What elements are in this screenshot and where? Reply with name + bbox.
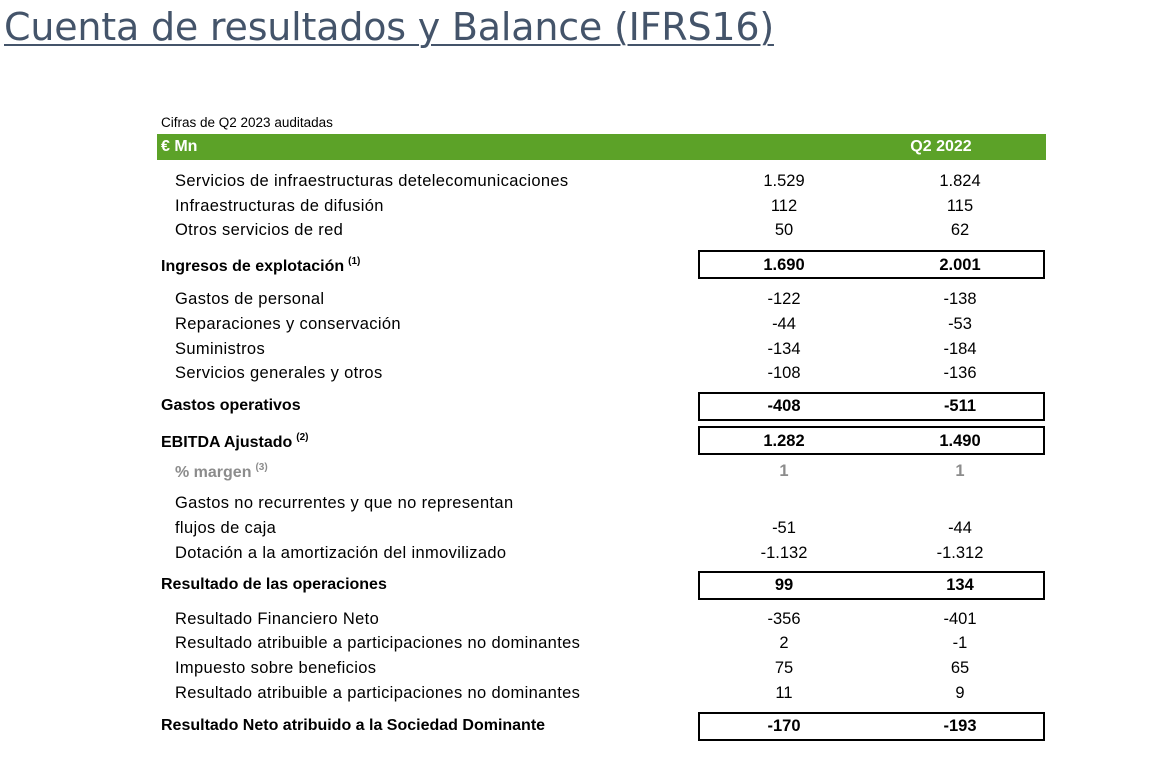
row-value-q2-2022: -356 <box>767 610 801 628</box>
row-label: Resultado de las operaciones <box>161 576 387 593</box>
table-row <box>157 657 1046 681</box>
row-value-q2-2022: 1 <box>779 462 789 480</box>
row-label: Resultado Neto atribuido a la Sociedad Dominante <box>161 717 546 734</box>
table-row-total <box>157 395 1046 419</box>
row-label <box>161 432 309 452</box>
row-value-q2-2022: 2 <box>779 634 789 652</box>
row-value-q2-2023: 1.490 <box>939 432 981 450</box>
row-label: Resultado Financiero Neto <box>175 610 380 628</box>
table-row-total <box>157 574 1046 598</box>
row-value-q2-2022: 99 <box>774 576 794 594</box>
row-label-text: % margen <box>175 464 252 481</box>
table-row <box>157 219 1046 243</box>
row-label: Resultado atribuible a participaciones no dominantes <box>175 684 581 702</box>
page-title: Cuenta de resultados y Balance (IFRS16) <box>4 5 774 49</box>
row-value-q2-2023: -1 <box>952 634 968 652</box>
row-value-q2-2023: 1.824 <box>939 172 981 190</box>
row-value-q2-2023: -511 <box>943 397 977 415</box>
table-row <box>157 288 1046 312</box>
footnote-marker: (3) <box>255 462 268 473</box>
table-row-margin <box>157 460 1046 484</box>
row-value-q2-2022: 1.529 <box>763 172 805 190</box>
audit-note: Cifras de Q2 2023 auditadas <box>161 115 333 130</box>
header-col-q2-2022: Q2 2022 <box>910 138 972 155</box>
row-value-q2-2023: 115 <box>946 197 974 215</box>
row-value-q2-2022: 75 <box>774 659 794 677</box>
row-label-text: Ingresos de explotación <box>161 258 345 275</box>
row-label: Dotación a la amortización del inmovilizado <box>175 544 507 562</box>
header-unit-label: € Mn <box>161 138 198 155</box>
table-row-total <box>157 715 1046 739</box>
row-value-q2-2022: 1.282 <box>763 432 805 450</box>
row-value-q2-2023: -53 <box>948 315 972 333</box>
row-value-q2-2023: 9 <box>955 684 965 702</box>
table-row <box>157 195 1046 219</box>
row-value-q2-2022: -44 <box>772 315 796 333</box>
footnote-marker: (1) <box>348 256 361 267</box>
row-value-q2-2023: -184 <box>943 340 977 358</box>
row-label: Suministros <box>175 340 266 358</box>
table-row <box>157 608 1046 632</box>
table-row-total <box>157 430 1046 454</box>
row-value-q2-2023: 1 <box>955 462 965 480</box>
row-label-text: EBITDA Ajustado <box>161 434 293 451</box>
footnote-marker: (2) <box>296 432 309 443</box>
table-row <box>157 682 1046 706</box>
row-value-q2-2022: 1.690 <box>763 256 805 274</box>
row-value-q2-2022: -408 <box>767 397 801 415</box>
row-label: Infraestructuras de difusión <box>175 197 384 215</box>
table-row <box>157 632 1046 656</box>
row-value-q2-2022: -122 <box>767 290 801 308</box>
row-value-q2-2022: -170 <box>767 717 801 735</box>
header-col-q2-2023: Q2 2023 <box>1085 138 1147 155</box>
table-header <box>157 134 1147 160</box>
row-value-q2-2022: 112 <box>770 197 798 215</box>
row-label: Gastos no recurrentes y que no representan <box>175 494 514 512</box>
row-label: Otros servicios de red <box>175 221 344 239</box>
row-value-q2-2022: -51 <box>772 519 796 537</box>
row-label: Reparaciones y conservación <box>175 315 401 333</box>
row-value-q2-2022: 11 <box>775 684 793 702</box>
row-value-q2-2022: -134 <box>767 340 801 358</box>
row-value-q2-2023: -136 <box>943 364 977 382</box>
row-label: Resultado atribuible a participaciones no dominantes <box>175 634 581 652</box>
row-label: Servicios de infraestructuras detelecomunicaciones <box>175 172 569 190</box>
row-value-q2-2022: -108 <box>767 364 801 382</box>
table-row <box>157 492 1046 516</box>
table-row-total <box>157 254 1046 278</box>
row-value-q2-2023: -138 <box>943 290 977 308</box>
row-value-q2-2023: 62 <box>950 221 970 239</box>
row-label: Gastos operativos <box>161 397 301 414</box>
row-value-q2-2023: -44 <box>948 519 972 537</box>
table-row <box>157 170 1046 194</box>
row-label <box>175 462 268 482</box>
row-value-q2-2022: 50 <box>774 221 794 239</box>
row-value-q2-2023: -401 <box>943 610 977 628</box>
table-row <box>157 313 1046 337</box>
row-label <box>161 256 360 276</box>
row-label: Gastos de personal <box>175 290 325 308</box>
row-label: flujos de caja <box>175 519 277 537</box>
row-value-q2-2023: 2.001 <box>939 256 981 274</box>
row-value-q2-2023: -1.312 <box>936 544 984 562</box>
table-row <box>157 362 1046 386</box>
table-row <box>157 542 1046 566</box>
table-row <box>157 338 1046 362</box>
row-value-q2-2023: 134 <box>946 576 974 594</box>
row-label: Servicios generales y otros <box>175 364 383 382</box>
row-value-q2-2023: 65 <box>950 659 970 677</box>
row-label: Impuesto sobre beneficios <box>175 659 377 677</box>
row-value-q2-2023: -193 <box>943 717 977 735</box>
table-row <box>157 517 1046 541</box>
row-value-q2-2022: -1.132 <box>760 544 808 562</box>
